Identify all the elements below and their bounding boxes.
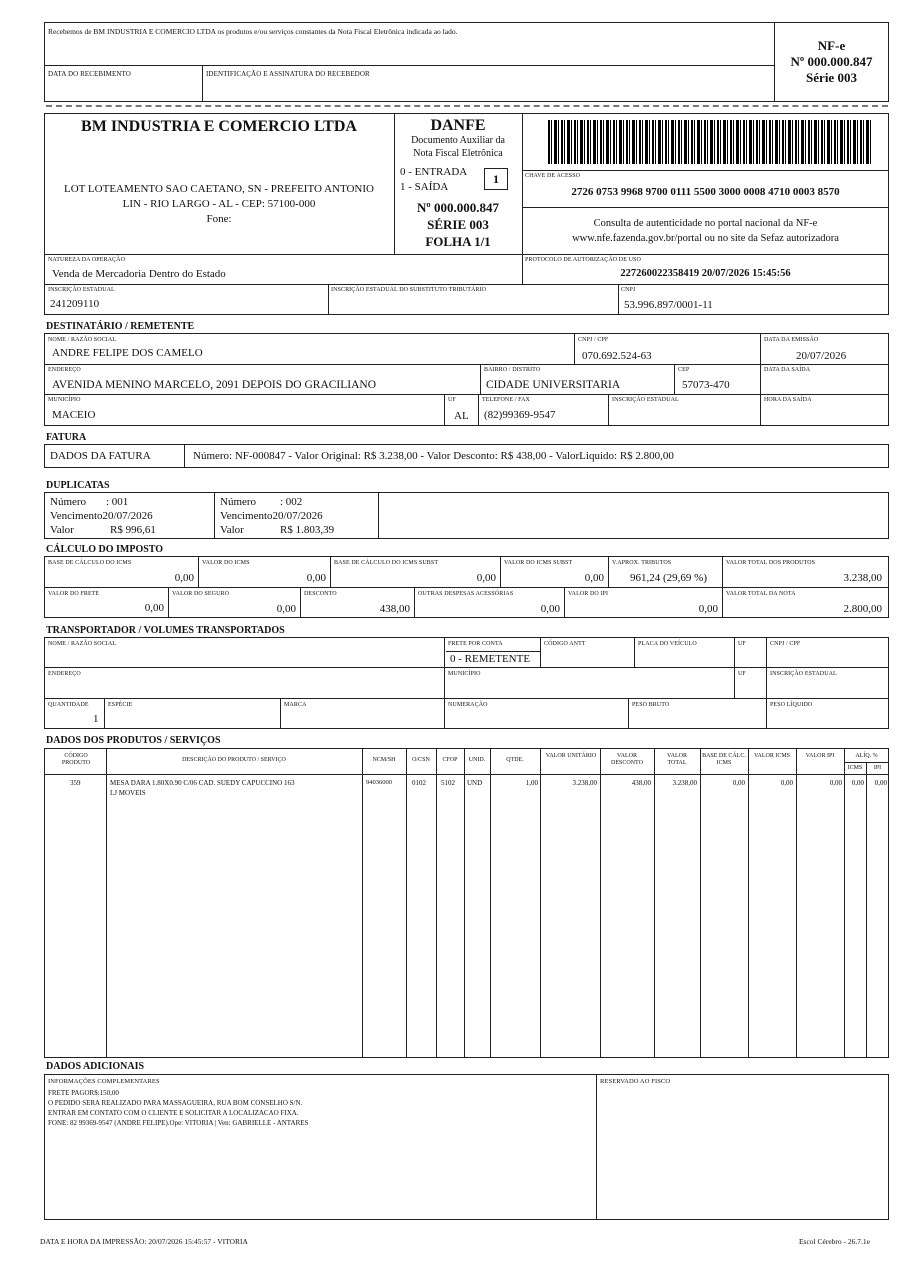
ipi-label: VALOR DO IPI (568, 591, 609, 597)
seguro: 0,00 (276, 603, 296, 615)
td-qtde: 1,00 (525, 779, 538, 787)
dup2-numero-label: Número (220, 496, 257, 508)
transp-qtd: 1 (93, 713, 99, 725)
th-unitario: VALOR UNITÁRIO (545, 753, 597, 759)
impressao-footer: DATA E HORA DA IMPRESSÃO: 20/07/2026 15:45:57 - VITORIA (40, 1237, 248, 1246)
info-line: O PEDIDO SERA REALIZADO PARA MASSAGUEIRA, RUA BOM CONSELHO S/N. (48, 1099, 303, 1107)
consulta-linha1: Consulta de autenticidade no portal nacional da NF-e (593, 218, 818, 229)
td-ncm: 94036000 (366, 779, 392, 786)
fatura-dados: DADOS DA FATURA (50, 450, 151, 462)
dup1-numero: : 001 (106, 496, 129, 508)
transp-uf-label: UF (738, 641, 746, 647)
frete: 0,00 (144, 602, 164, 614)
barcode (548, 120, 872, 164)
th-ncm: NCM/SH (372, 757, 396, 763)
fatura-texto: Número: NF-000847 - Valor Original: R$ 3.238,00 - Valor Desconto: R$ 438,00 - ValorLiquido: R$ 2.800,00 (193, 450, 674, 462)
td-ipi: 0,00 (829, 779, 842, 787)
td-desc: 438,00 (631, 779, 651, 787)
th-unid: UNID. (468, 757, 486, 763)
danfe-tipo-box (484, 168, 508, 190)
bc-st: 0,00 (476, 572, 496, 584)
transp-especie-label: ESPÉCIE (108, 702, 133, 708)
fatura-titulo: FATURA (46, 432, 87, 443)
danfe-serie: SÉRIE 003 (427, 217, 489, 232)
dest-uf: AL (454, 410, 469, 422)
seguro-label: VALOR DO SEGURO (172, 591, 230, 597)
duplicatas-box (44, 492, 889, 539)
danfe-sub1: Documento Auxiliar da (411, 135, 505, 146)
ie-valor: 241209110 (50, 298, 100, 310)
dest-saida-label: DATA DA SAÍDA (764, 367, 811, 373)
danfe-sub2: Nota Fiscal Eletrônica (413, 148, 503, 159)
danfe-saida: 1 - SAÍDA (400, 181, 449, 193)
dest-nome-label: NOME / RAZÃO SOCIAL (48, 337, 117, 343)
adicionais-titulo: DADOS ADICIONAIS (46, 1061, 145, 1072)
th-descricao: DESCRIÇÃO DO PRODUTO / SERVIÇO (182, 757, 286, 763)
outras-label: OUTRAS DESPESAS ACESSÓRIAS (418, 591, 514, 597)
v-icms: 0,00 (306, 572, 326, 584)
td-descricao2: LJ MOVEIS (110, 789, 146, 797)
sistema-footer: Escol Cérebro - 26.7.1e (798, 1237, 870, 1246)
info-line: ENTRAR EM CONTATO COM O CLIENTE E SOLICITAR A LOCALIZACAO FIXA. (48, 1109, 299, 1117)
fisco-label: RESERVADO AO FISCO (600, 1078, 671, 1085)
th-cfop: CFOP (442, 757, 458, 763)
protocolo-label: PROTOCOLO DE AUTORIZAÇÃO DE USO (525, 257, 641, 263)
info-label: INFORMAÇÕES COMPLEMENTARES (48, 1078, 160, 1085)
dest-emissao-label: DATA DA EMISSÃO (764, 337, 819, 343)
canhoto-numero: Nº 000.000.847 (790, 54, 873, 69)
dest-fone: (82)99369-9547 (484, 409, 556, 421)
dup1-venc-label: Vencimento (50, 510, 103, 522)
dest-cep: 57073-470 (682, 379, 730, 391)
dup2-venc: 20/07/2026 (272, 510, 323, 522)
info-line: FONE: 82 99369-9547 (ANDRE FELIPE).Ope: VITORIA | Ven: GABRIELLE - ANTARES (48, 1119, 309, 1127)
outras: 0,00 (540, 603, 560, 615)
danfe-titulo: DANFE (430, 117, 486, 134)
emitente-fone: Fone: (206, 213, 232, 225)
v-st-label: VALOR DO ICMS SUBST (504, 560, 573, 566)
td-unit: 3.238,00 (572, 779, 597, 787)
dest-fone-label: TELEFONE / FAX (482, 397, 530, 403)
td-aliq-ipi: 0,00 (874, 779, 887, 787)
dup2-numero: : 002 (280, 496, 303, 508)
transp-mun-label: MUNICÍPIO (448, 671, 481, 677)
dest-municipio: MACEIO (52, 409, 96, 421)
cnpj-label: CNPJ (621, 287, 636, 293)
emitente-endereco1: LOT LOTEAMENTO SAO CAETANO, SN - PREFEITO ANTONIO (64, 183, 374, 195)
td-descricao1: MESA DARA 1.80X0.90 C/06 CAD. SUEDY CAPUCCINO 163 (110, 779, 295, 787)
dup1-valor-label: Valor (50, 524, 74, 536)
ie-st-label: INSCRIÇÃO ESTADUAL DO SUBSTITUTO TRIBUTÁRIO (331, 287, 487, 293)
transp-qtd-label: QUANTIDADE (48, 702, 89, 708)
dest-uf-label: UF (448, 397, 456, 403)
v-prod-label: VALOR TOTAL DOS PRODUTOS (726, 560, 816, 566)
duplicatas-titulo: DUPLICATAS (46, 480, 110, 491)
td-cfop: 5102 (441, 779, 455, 787)
produtos-table (44, 748, 889, 1058)
duplicata-1 (50, 495, 156, 537)
trib: 961,24 (29,69 %) (630, 572, 707, 584)
info-line: FRETE PAGOR$:150,00 (48, 1089, 119, 1097)
th-total: VALOR TOTAL (667, 753, 687, 766)
dup2-valor: R$ 1.803,39 (280, 524, 335, 536)
protocolo-valor: 227260022358419 20/07/2026 15:45:56 (620, 268, 791, 279)
dup1-valor: R$ 996,61 (110, 524, 156, 536)
th-aliq-icms: ICMS (847, 765, 863, 771)
dest-emissao: 20/07/2026 (796, 350, 847, 362)
data-recebimento-label: DATA DO RECEBIMENTO (48, 70, 131, 78)
emitente-nome: BM INDUSTRIA E COMERCIO LTDA (81, 118, 357, 135)
th-bc: BASE DE CÁLC. ICMS (702, 753, 746, 766)
trib-label: V.APROX. TRIBUTOS (612, 560, 672, 566)
transp-nome-label: NOME / RAZÃO SOCIAL (48, 641, 117, 647)
transp-ie-label: INSCRIÇÃO ESTADUAL (770, 671, 837, 677)
th-ipi: VALOR IPI (805, 753, 835, 759)
desconto-label: DESCONTO (304, 591, 337, 597)
bc-st-label: BASE DE CÁLCULO DO ICMS SUBST (334, 560, 439, 566)
th-aliq-ipi: IPI (873, 765, 882, 771)
transp-frete: 0 - REMETENTE (450, 653, 531, 665)
imposto-titulo: CÁLCULO DO IMPOSTO (46, 544, 164, 555)
th-codigo: CÓDIGO PRODUTO (61, 753, 91, 766)
td-bc: 0,00 (732, 779, 745, 787)
transp-liquido-label: PESO LÍQUIDO (770, 702, 813, 708)
v-prod: 3.238,00 (843, 572, 882, 584)
th-cst: O/CSN (412, 757, 430, 763)
dest-cpf-label: CNPJ / CPF (578, 337, 609, 343)
td-aliq-icms: 0,00 (851, 779, 864, 787)
dest-cep-label: CEP (678, 367, 690, 373)
dest-cpf: 070.692.524-63 (582, 350, 652, 362)
consulta-linha2: www.nfe.fazenda.gov.br/portal ou no site da Sefaz autorizadora (572, 233, 839, 244)
danfe-numero: Nº 000.000.847 (417, 200, 499, 215)
td-unid: UND (467, 779, 483, 787)
dest-endereco: AVENIDA MENINO MARCELO, 2091 DEPOIS DO GRACILIANO (52, 379, 377, 391)
dup1-venc: 20/07/2026 (102, 510, 153, 522)
transportador-titulo: TRANSPORTADOR / VOLUMES TRANSPORTADOS (46, 625, 285, 636)
transp-bruto-label: PESO BRUTO (632, 702, 670, 708)
produtos-titulo: DADOS DOS PRODUTOS / SERVIÇOS (46, 735, 221, 746)
td-codigo: 359 (70, 779, 81, 787)
natureza-valor: Venda de Mercadoria Dentro do Estado (52, 268, 226, 280)
dup2-venc-label: Vencimento (220, 510, 273, 522)
chave-label: CHAVE DE ACESSO (525, 173, 581, 179)
v-st: 0,00 (584, 572, 604, 584)
transp-cnpj-label: CNPJ / CPF (770, 641, 801, 647)
frete-label: VALOR DO FRETE (48, 591, 100, 597)
transp-marca-label: MARCA (284, 702, 307, 708)
chave-valor: 2726 0753 9968 9700 0111 5500 3000 0008 4710 0003 8570 (571, 186, 840, 198)
emitente-endereco2: LIN - RIO LARGO - AL - CEP: 57100-000 (122, 198, 316, 210)
dest-endereco-label: ENDEREÇO (48, 367, 81, 373)
th-qtde: QTDE. (506, 757, 524, 763)
destinatario-titulo: DESTINATÁRIO / REMETENTE (46, 321, 195, 332)
dest-municipio-label: MUNICÍPIO (48, 397, 81, 403)
info-text (48, 1088, 308, 1128)
canhoto-nfe: NF-e (817, 38, 846, 53)
danfe-folha: FOLHA 1/1 (425, 234, 491, 249)
transp-antt-label: CÓDIGO ANTT (544, 641, 586, 647)
transp-num-label: NUMERAÇÃO (448, 702, 488, 708)
dest-ie-label: INSCRIÇÃO ESTADUAL (612, 397, 679, 403)
danfe-entrada: 0 - ENTRADA (400, 166, 468, 178)
v-nota: 2.800,00 (843, 603, 882, 615)
th-aliq: ALÍQ. % (855, 753, 878, 759)
identificacao-label: IDENTIFICAÇÃO E ASSINATURA DO RECEBEDOR (206, 70, 370, 78)
td-total: 3.238,00 (672, 779, 697, 787)
th-icms: VALOR ICMS (753, 753, 791, 759)
cnpj-valor: 53.996.897/0001-11 (624, 299, 713, 311)
dest-nome: ANDRE FELIPE DOS CAMELO (52, 347, 203, 359)
dup1-numero-label: Número (50, 496, 87, 508)
canhoto-text: Recebemos de BM INDUSTRIA E COMERCIO LTDA os produtos e/ou serviços constantes da Nota Fiscal Eletrônica indicada ao lado. (48, 27, 458, 36)
transp-end-label: ENDEREÇO (48, 671, 81, 677)
dest-hora-label: HORA DA SAÍDA (764, 397, 812, 403)
v-nota-label: VALOR TOTAL DA NOTA (726, 591, 796, 597)
th-desconto: VALOR DESCONTO (611, 753, 643, 766)
cut-line (46, 105, 888, 107)
bc-icms: 0,00 (174, 572, 194, 584)
td-icms: 0,00 (780, 779, 793, 787)
ipi: 0,00 (698, 603, 718, 615)
natureza-label: NATUREZA DA OPERAÇÃO (48, 257, 126, 263)
danfe-tipo: 1 (493, 172, 499, 186)
canhoto-serie: Série 003 (806, 70, 857, 85)
ie-label: INSCRIÇÃO ESTADUAL (48, 287, 115, 293)
dest-bairro-label: BAIRRO / DISTRITO (484, 367, 541, 373)
transp-placa-label: PLACA DO VEÍCULO (638, 641, 697, 647)
transp-frete-label: FRETE POR CONTA (448, 641, 503, 647)
transp-uf2-label: UF (738, 671, 746, 677)
desconto: 438,00 (379, 603, 410, 615)
dup2-valor-label: Valor (220, 524, 244, 536)
bc-icms-label: BASE DE CÁLCULO DO ICMS (48, 560, 132, 566)
td-cst: 0102 (412, 779, 426, 787)
duplicata-2 (220, 495, 334, 537)
v-icms-label: VALOR DO ICMS (202, 560, 250, 566)
dest-bairro: CIDADE UNIVERSITARIA (486, 379, 621, 391)
